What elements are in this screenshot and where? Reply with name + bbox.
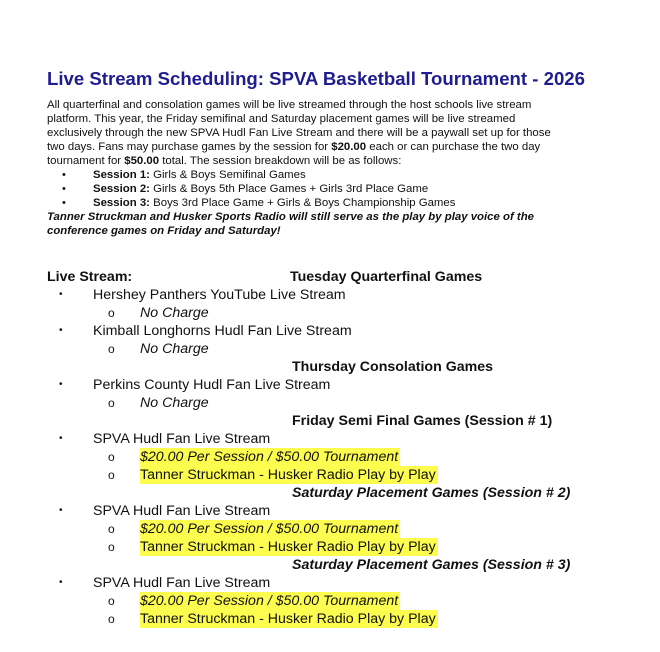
radio-note: conference games on Friday and Saturday! [47, 225, 281, 237]
price-detail: $20.00 Per Session / $50.00 Tournament [140, 593, 399, 609]
sub-bullet-icon: o [108, 540, 115, 554]
live-stream-label: Live Stream: [47, 269, 133, 285]
tournament-price: $50.00 [124, 155, 160, 167]
radio-detail: Tanner Struckman - Husker Radio Play by Play [140, 539, 436, 555]
stream-name: SPVA Hudl Fan Live Stream [93, 503, 271, 519]
stream-name: SPVA Hudl Fan Live Stream [93, 431, 271, 447]
section-heading: Tuesday Quarterfinal Games [290, 269, 483, 285]
stream-row [47, 502, 647, 520]
section-heading: Friday Semi Final Games (Session # 1) [292, 413, 553, 429]
schedule-header-row [47, 412, 647, 430]
intro-section [47, 98, 627, 238]
stream-detail: No Charge [140, 305, 209, 321]
bullet-icon: • [59, 325, 63, 336]
radio-detail: Tanner Struckman - Husker Radio Play by Play [140, 467, 436, 483]
detail-row [47, 520, 647, 538]
stream-detail: No Charge [140, 341, 209, 357]
stream-row [47, 430, 647, 448]
bullet-icon: • [62, 169, 66, 181]
price-detail: $20.00 Per Session / $50.00 Tournament [140, 449, 399, 465]
detail-row [47, 592, 647, 610]
sub-bullet-icon: o [108, 612, 115, 626]
detail-row [47, 394, 647, 412]
detail-row [47, 466, 647, 484]
radio-note: Tanner Struckman and Husker Sports Radio will still serve as the play by play voice of the [47, 211, 534, 223]
detail-row [47, 610, 647, 628]
schedule [47, 268, 647, 628]
detail-row [47, 340, 647, 358]
detail-row [47, 304, 647, 322]
schedule-header-row [47, 358, 647, 376]
price-detail: $20.00 Per Session / $50.00 Tournament [140, 521, 399, 537]
stream-row [47, 574, 647, 592]
sub-bullet-icon: o [108, 594, 115, 608]
session-item: • Session 3: Boys 3rd Place Game + Girls & Boys Championship Games [62, 197, 456, 209]
sub-bullet-icon: o [108, 342, 115, 356]
section-heading: Saturday Placement Games (Session # 3) [292, 557, 571, 573]
sub-bullet-icon: o [108, 468, 115, 482]
intro-line: exclusively through the new SPVA Hudl Fan Live Stream and there will be a paywall set up for those [47, 127, 551, 139]
stream-detail: No Charge [140, 395, 209, 411]
stream-row [47, 322, 647, 340]
section-heading: Thursday Consolation Games [292, 359, 494, 375]
intro-line: two days. Fans may purchase games by the session for $20.00 each or can purchase the two day [47, 141, 541, 153]
section-heading: Saturday Placement Games (Session # 2) [292, 485, 571, 501]
session-price: $20.00 [331, 141, 367, 153]
bullet-icon: • [59, 433, 63, 444]
radio-detail: Tanner Struckman - Husker Radio Play by Play [140, 611, 436, 627]
intro-line: platform. This year, the Friday semifinal and Saturday placement games will be live streamed [47, 113, 516, 125]
sub-bullet-icon: o [108, 450, 115, 464]
detail-row [47, 448, 647, 466]
session-item: • Session 1: Girls & Boys Semifinal Games [62, 169, 306, 181]
sub-bullet-icon: o [108, 306, 115, 320]
schedule-header-row [47, 268, 647, 286]
intro-line: All quarterfinal and consolation games will be live streamed through the host schools live stream [47, 99, 532, 111]
schedule-header-row [47, 556, 647, 574]
sub-bullet-icon: o [108, 396, 115, 410]
sub-bullet-icon: o [108, 522, 115, 536]
stream-name: Perkins County Hudl Fan Live Stream [93, 377, 331, 393]
bullet-icon: • [62, 197, 66, 209]
bullet-icon: • [59, 289, 63, 300]
schedule-header-row [47, 484, 647, 502]
session-list [47, 168, 627, 210]
bullet-icon: • [59, 577, 63, 588]
bullet-icon: • [59, 505, 63, 516]
stream-name: Hershey Panthers YouTube Live Stream [93, 287, 346, 303]
stream-row [47, 286, 647, 304]
stream-row [47, 376, 647, 394]
intro-line: tournament for $50.00 total. The session breakdown will be as follows: [47, 155, 402, 167]
detail-row [47, 538, 647, 556]
bullet-icon: • [62, 183, 66, 195]
stream-name: Kimball Longhorns Hudl Fan Live Stream [93, 323, 352, 339]
bullet-icon: • [59, 379, 63, 390]
page-title: Live Stream Scheduling: SPVA Basketball Tournament - 2026 [47, 68, 585, 89]
session-item: • Session 2: Girls & Boys 5th Place Games + Girls 3rd Place Game [62, 183, 429, 195]
stream-name: SPVA Hudl Fan Live Stream [93, 575, 271, 591]
